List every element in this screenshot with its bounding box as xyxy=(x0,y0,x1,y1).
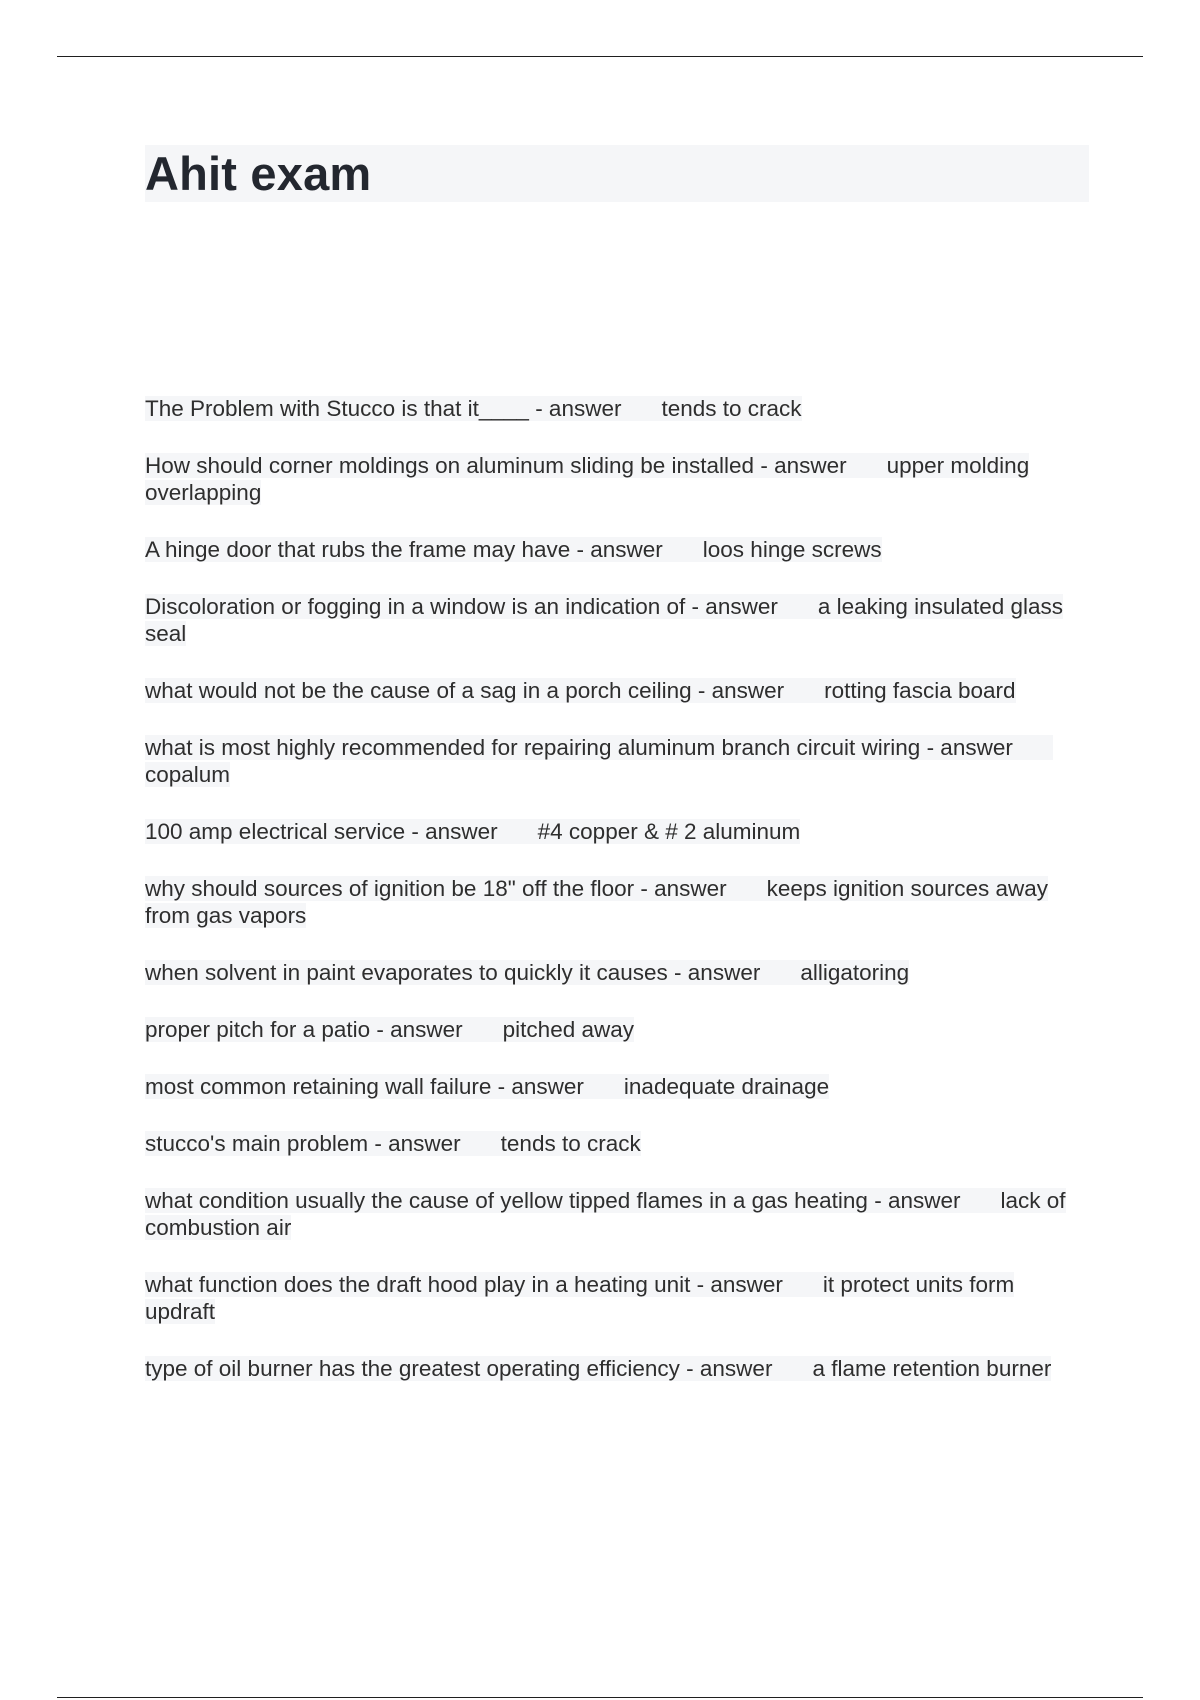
question-text: when solvent in paint evaporates to quickly it causes - answer xyxy=(145,960,761,985)
answer-text: it protect units form updraft xyxy=(145,1272,1015,1324)
question-text: stucco's main problem - answer xyxy=(145,1131,461,1156)
question-text: what would not be the cause of a sag in a porch ceiling - answer xyxy=(145,678,785,703)
qa-item xyxy=(145,395,1090,422)
qa-item xyxy=(145,593,1090,647)
question-text: type of oil burner has the greatest operating efficiency - answer xyxy=(145,1356,773,1381)
qa-item xyxy=(145,734,1090,788)
question-text: proper pitch for a patio - answer xyxy=(145,1017,463,1042)
qa-list xyxy=(145,395,1090,1412)
answer-text: lack of combustion air xyxy=(145,1188,1066,1240)
qa-item xyxy=(145,452,1090,506)
question-text: Discoloration or fogging in a window is an indication of - answer xyxy=(145,594,778,619)
question-text: what function does the draft hood play in a heating unit - answer xyxy=(145,1272,783,1297)
question-text: A hinge door that rubs the frame may have - answer xyxy=(145,537,663,562)
answer-text: tends to crack xyxy=(500,1131,641,1156)
answer-text: pitched away xyxy=(502,1017,635,1042)
question-text: 100 amp electrical service - answer xyxy=(145,819,498,844)
bottom-divider xyxy=(57,1697,1143,1698)
answer-text: inadequate drainage xyxy=(623,1074,830,1099)
question-text: How should corner moldings on aluminum sliding be installed - answer xyxy=(145,453,847,478)
answer-text: alligatoring xyxy=(800,960,910,985)
question-text: what is most highly recommended for repairing aluminum branch circuit wiring - answer xyxy=(145,735,1013,760)
document-title: Ahit exam xyxy=(145,147,372,200)
top-divider xyxy=(57,56,1143,57)
answer-text: copalum xyxy=(145,762,231,787)
qa-item xyxy=(145,875,1090,929)
qa-item xyxy=(145,818,1090,845)
answer-text: rotting fascia board xyxy=(824,678,1016,703)
qa-item xyxy=(145,677,1090,704)
qa-item xyxy=(145,1130,1090,1157)
answer-text: keeps ignition sources away from gas vapors xyxy=(145,876,1049,928)
qa-item xyxy=(145,1073,1090,1100)
answer-text: a flame retention burner xyxy=(812,1356,1052,1381)
question-text: most common retaining wall failure - answer xyxy=(145,1074,584,1099)
answer-text: loos hinge screws xyxy=(702,537,882,562)
question-text: The Problem with Stucco is that it____ - answer xyxy=(145,396,622,421)
question-text: what condition usually the cause of yellow tipped flames in a gas heating - answer xyxy=(145,1188,961,1213)
answer-text: upper molding overlapping xyxy=(145,453,1030,505)
answer-text: #4 copper & # 2 aluminum xyxy=(537,819,801,844)
qa-item xyxy=(145,536,1090,563)
question-text: why should sources of ignition be 18" off the floor - answer xyxy=(145,876,727,901)
answer-text: a leaking insulated glass seal xyxy=(145,594,1064,646)
qa-item xyxy=(145,1016,1090,1043)
qa-item xyxy=(145,1355,1090,1382)
answer-text: tends to crack xyxy=(661,396,802,421)
qa-item xyxy=(145,1271,1090,1325)
qa-item xyxy=(145,959,1090,986)
qa-item xyxy=(145,1187,1090,1241)
